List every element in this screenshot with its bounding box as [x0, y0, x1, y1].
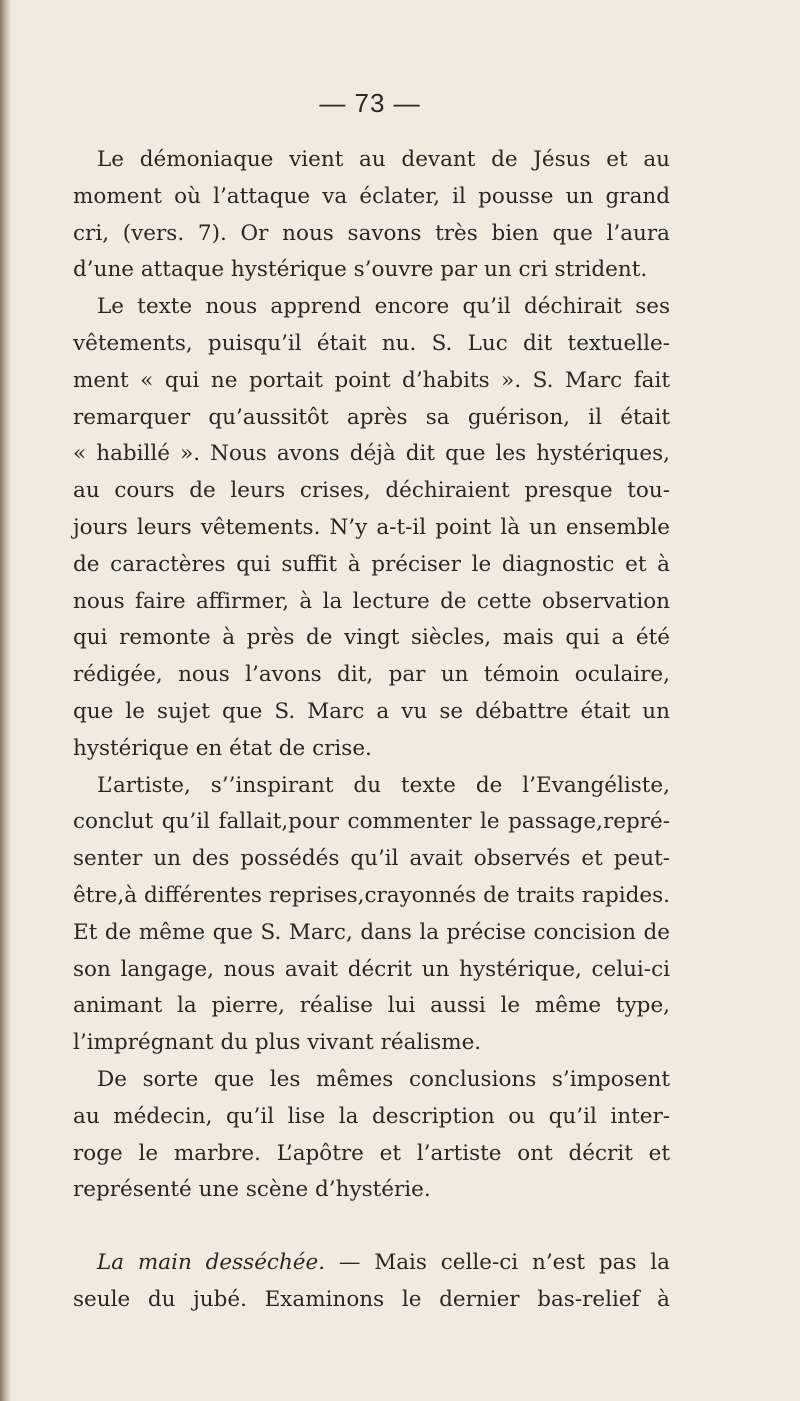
paragraph-3-line-6: son langage, nous avait décrit un hystérique, celui-ci: [73, 956, 670, 982]
paragraph-3-line-1: L’artiste, s’’inspirant du texte de l’Evangéliste,: [97, 772, 670, 798]
page-binding-edge: [0, 0, 10, 1401]
paragraph-4-line-3: roge le marbre. L’apôtre et l’artiste ont décrit et: [73, 1140, 670, 1166]
section-line-1-text: — Mais celle-ci n’est pas la: [325, 1250, 670, 1276]
paragraph-3-line-2: conclut qu’il fallait,pour commenter le passage,repré-: [73, 809, 670, 835]
paragraph-1-line-2: moment où l’attaque va éclater, il pousse un grand: [73, 183, 670, 209]
paragraph-1-line-3: cri, (vers. 7). Or nous savons très bien que l’aura: [73, 220, 670, 246]
paragraph-2-line-10: qui remonte à près de vingt siècles, mais qui a été: [73, 625, 670, 651]
paragraph-2-line-4: remarquer qu’aussitôt après sa guérison, il était: [73, 404, 670, 430]
page-number: — 73 —: [319, 88, 421, 118]
paragraph-3-line-4: être,à différentes reprises,crayonnés de traits rapides.: [73, 882, 670, 908]
paragraph-3-line-8: l’imprégnant du plus vivant réalisme.: [73, 1030, 482, 1056]
paragraph-2-line-12: que le sujet que S. Marc a vu se débattre était un: [73, 698, 670, 724]
paragraph-4-line-4: représenté une scène d’hystérie.: [73, 1177, 431, 1203]
paragraph-2-line-5: « habillé ». Nous avons déjà dit que les hystériques,: [73, 441, 670, 467]
paragraph-1-line-4: d’une attaque hystérique s’ouvre par un cri strident.: [73, 257, 648, 283]
paragraph-4-line-2: au médecin, qu’il lise la description ou qu’il inter-: [73, 1103, 670, 1129]
paragraph-2-line-7: jours leurs vêtements. N’y a-t-il point là un ensemble: [73, 514, 670, 540]
paragraph-2-line-13: hystérique en état de crise.: [73, 735, 372, 761]
body-text: [73, 142, 670, 1319]
paragraph-3-line-5: Et de même que S. Marc, dans la précise concision de: [73, 919, 670, 945]
paragraph-3-line-7: animant la pierre, réalise lui aussi le même type,: [73, 993, 670, 1019]
paragraph-2-line-8: de caractères qui suffit à préciser le diagnostic et à: [73, 551, 670, 577]
paragraph-3-line-3: senter un des possédés qu’il avait observés et peut-: [73, 846, 670, 872]
paragraph-1-line-1: Le démoniaque vient au devant de Jésus et au: [97, 147, 670, 172]
paragraph-4-line-1: De sorte que les mêmes conclusions s’imposent: [97, 1066, 670, 1092]
paragraph-2-line-11: rédigée, nous l’avons dit, par un témoin oculaire,: [73, 662, 670, 688]
paragraph-2-line-1: Le texte nous apprend encore qu’il déchirait ses: [97, 294, 670, 320]
paragraph-2-line-2: vêtements, puisqu’il était nu. S. Luc dit textuelle-: [73, 330, 670, 356]
section-line-2: seule du jubé. Examinons le dernier bas-relief à: [73, 1286, 670, 1312]
paragraph-2-line-3: ment « qui ne portait point d’habits ». S. Marc fait: [73, 367, 670, 393]
section-first-line: [73, 1245, 670, 1282]
paragraph-2-line-9: nous faire affirmer, à la lecture de cette observation: [73, 588, 670, 614]
paragraph-2-line-6: au cours de leurs crises, déchiraient presque tou-: [73, 478, 670, 504]
section-heading: La main desséchée.: [97, 1250, 326, 1276]
